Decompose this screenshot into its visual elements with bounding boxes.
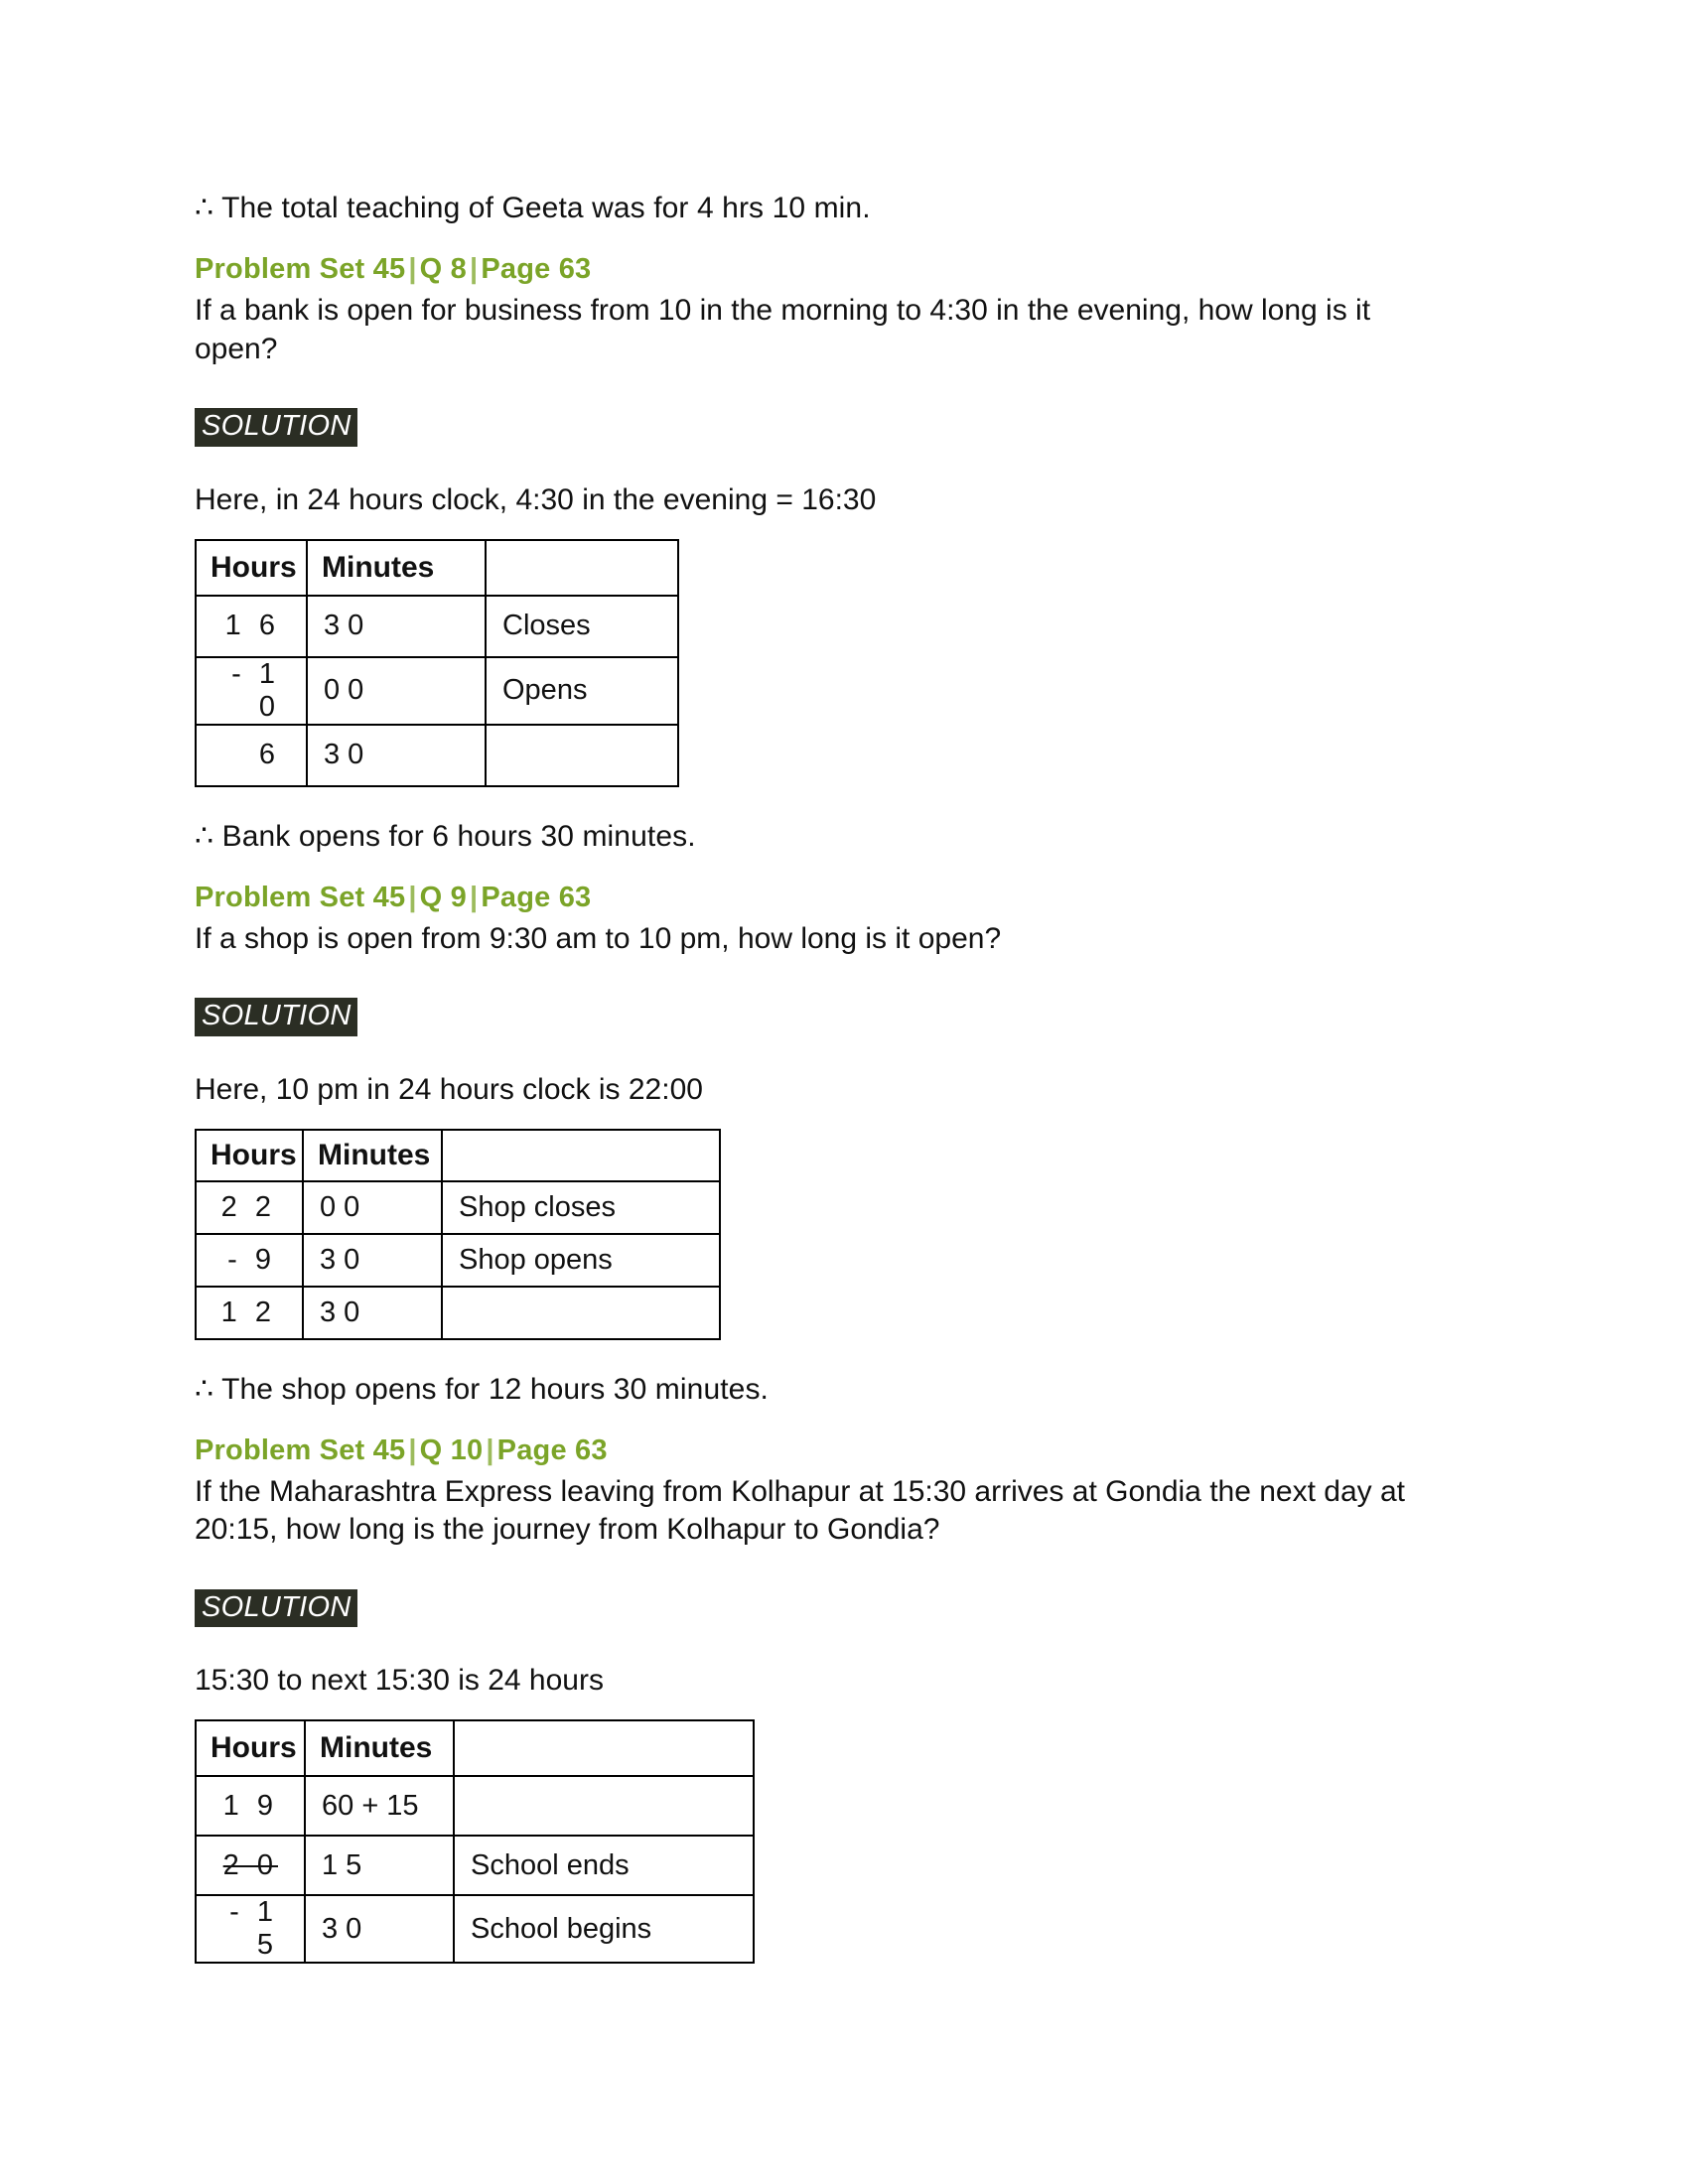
solution-badge: SOLUTION <box>195 998 357 1035</box>
column-header-minutes: Minutes <box>305 1720 454 1776</box>
question-number-label: Q 10 <box>419 1433 484 1466</box>
problem-set-label: Problem Set 45 <box>195 253 406 285</box>
heading-separator: | <box>470 253 479 285</box>
table-row <box>196 1776 754 1836</box>
section-q10 <box>195 1434 1499 1965</box>
cell-hours: 2 2 <box>196 1181 303 1234</box>
column-header-minutes: Minutes <box>303 1130 442 1181</box>
cell-note <box>454 1776 754 1836</box>
page-number-label: Page 63 <box>496 1433 608 1466</box>
solution-badge: SOLUTION <box>195 408 357 446</box>
cell-note: Closes <box>486 596 678 657</box>
cell-note <box>442 1287 720 1339</box>
column-header-hours: Hours <box>196 1720 305 1776</box>
table-row <box>196 1836 754 1895</box>
cell-minutes: 0 0 <box>307 657 486 725</box>
cell-minutes: 3 0 <box>305 1895 454 1963</box>
solution-note-q10: 15:30 to next 15:30 is 24 hours <box>195 1664 604 1698</box>
cell-hours: - 9 <box>196 1234 303 1287</box>
time-subtraction-table-q8 <box>195 539 679 787</box>
cell-hours: - 1 0 <box>196 657 307 725</box>
question-number-label: Q 8 <box>419 253 467 285</box>
column-header-note <box>442 1130 720 1181</box>
table-row <box>196 596 678 657</box>
column-header-note <box>486 540 678 596</box>
solution-label-wrap-q8 <box>195 408 1499 446</box>
solution-label-wrap-q10 <box>195 1589 1499 1627</box>
cell-minutes: 3 0 <box>303 1234 442 1287</box>
section-q9 <box>195 882 1499 1409</box>
cell-minutes: 1 5 <box>305 1836 454 1895</box>
cell-note: School ends <box>454 1836 754 1895</box>
question-text-q8: If a bank is open for business from 10 in the morning to 4:30 in the evening, how long is it open? <box>195 294 1371 365</box>
question-text-q9: If a shop is open from 9:30 am to 10 pm, how long is it open? <box>195 921 1002 955</box>
table-row <box>196 725 678 786</box>
table-header-row <box>196 1720 754 1776</box>
cell-hours: 1 2 <box>196 1287 303 1339</box>
solution-note-q9: Here, 10 pm in 24 hours clock is 22:00 <box>195 1072 703 1106</box>
problem-heading-q9 <box>195 882 1499 914</box>
table-row <box>196 1287 720 1339</box>
cell-hours: 1 9 <box>196 1776 305 1836</box>
table-header-row <box>196 540 678 596</box>
cell-minutes: 0 0 <box>303 1181 442 1234</box>
table-row <box>196 1895 754 1963</box>
conclusion-q9: ∴ The shop opens for 12 hours 30 minutes. <box>195 1372 769 1406</box>
heading-separator: | <box>470 881 479 913</box>
heading-separator: | <box>486 1433 494 1466</box>
question-number-label: Q 9 <box>419 881 467 913</box>
cell-minutes: 60 + 15 <box>305 1776 454 1836</box>
column-header-hours: Hours <box>196 540 307 596</box>
table-row <box>196 1234 720 1287</box>
problem-heading-q8 <box>195 253 1499 286</box>
column-header-note <box>454 1720 754 1776</box>
heading-separator: | <box>408 1433 417 1466</box>
solution-label-wrap-q9 <box>195 998 1499 1035</box>
cell-minutes: 3 0 <box>303 1287 442 1339</box>
time-subtraction-table-q9 <box>195 1129 721 1340</box>
cell-hours: 1 6 <box>196 596 307 657</box>
page-number-label: Page 63 <box>481 253 592 285</box>
cell-minutes: 3 0 <box>307 725 486 786</box>
cell-minutes: 3 0 <box>307 596 486 657</box>
time-subtraction-table-q10 <box>195 1719 755 1964</box>
cell-note: School begins <box>454 1895 754 1963</box>
problem-set-label: Problem Set 45 <box>195 1433 406 1466</box>
cell-note <box>486 725 678 786</box>
question-text-q10: If the Maharashtra Express leaving from Kolhapur at 15:30 arrives at Gondia the next day at 20:15, how long is the journey from Kolhapur to Gondia? <box>195 1474 1405 1547</box>
section-q8 <box>195 253 1499 856</box>
heading-separator: | <box>408 253 417 285</box>
table-row <box>196 1181 720 1234</box>
column-header-hours: Hours <box>196 1130 303 1181</box>
table-header-row <box>196 1130 720 1181</box>
heading-separator: | <box>408 881 417 913</box>
problem-set-label: Problem Set 45 <box>195 881 406 913</box>
cell-hours-struck: 2 0 <box>196 1836 305 1895</box>
conclusion-q8: ∴ Bank opens for 6 hours 30 minutes. <box>195 819 696 853</box>
cell-hours: 6 <box>196 725 307 786</box>
problem-heading-q10 <box>195 1434 1499 1467</box>
page-number-label: Page 63 <box>481 881 592 913</box>
carryover-conclusion: ∴ The total teaching of Geeta was for 4 hrs 10 min. <box>195 192 871 224</box>
cell-note: Shop opens <box>442 1234 720 1287</box>
cell-note: Opens <box>486 657 678 725</box>
column-header-minutes: Minutes <box>307 540 486 596</box>
solution-badge: SOLUTION <box>195 1589 357 1627</box>
table-row <box>196 657 678 725</box>
cell-hours: - 1 5 <box>196 1895 305 1963</box>
solution-note-q8: Here, in 24 hours clock, 4:30 in the evening = 16:30 <box>195 482 877 516</box>
cell-note: Shop closes <box>442 1181 720 1234</box>
